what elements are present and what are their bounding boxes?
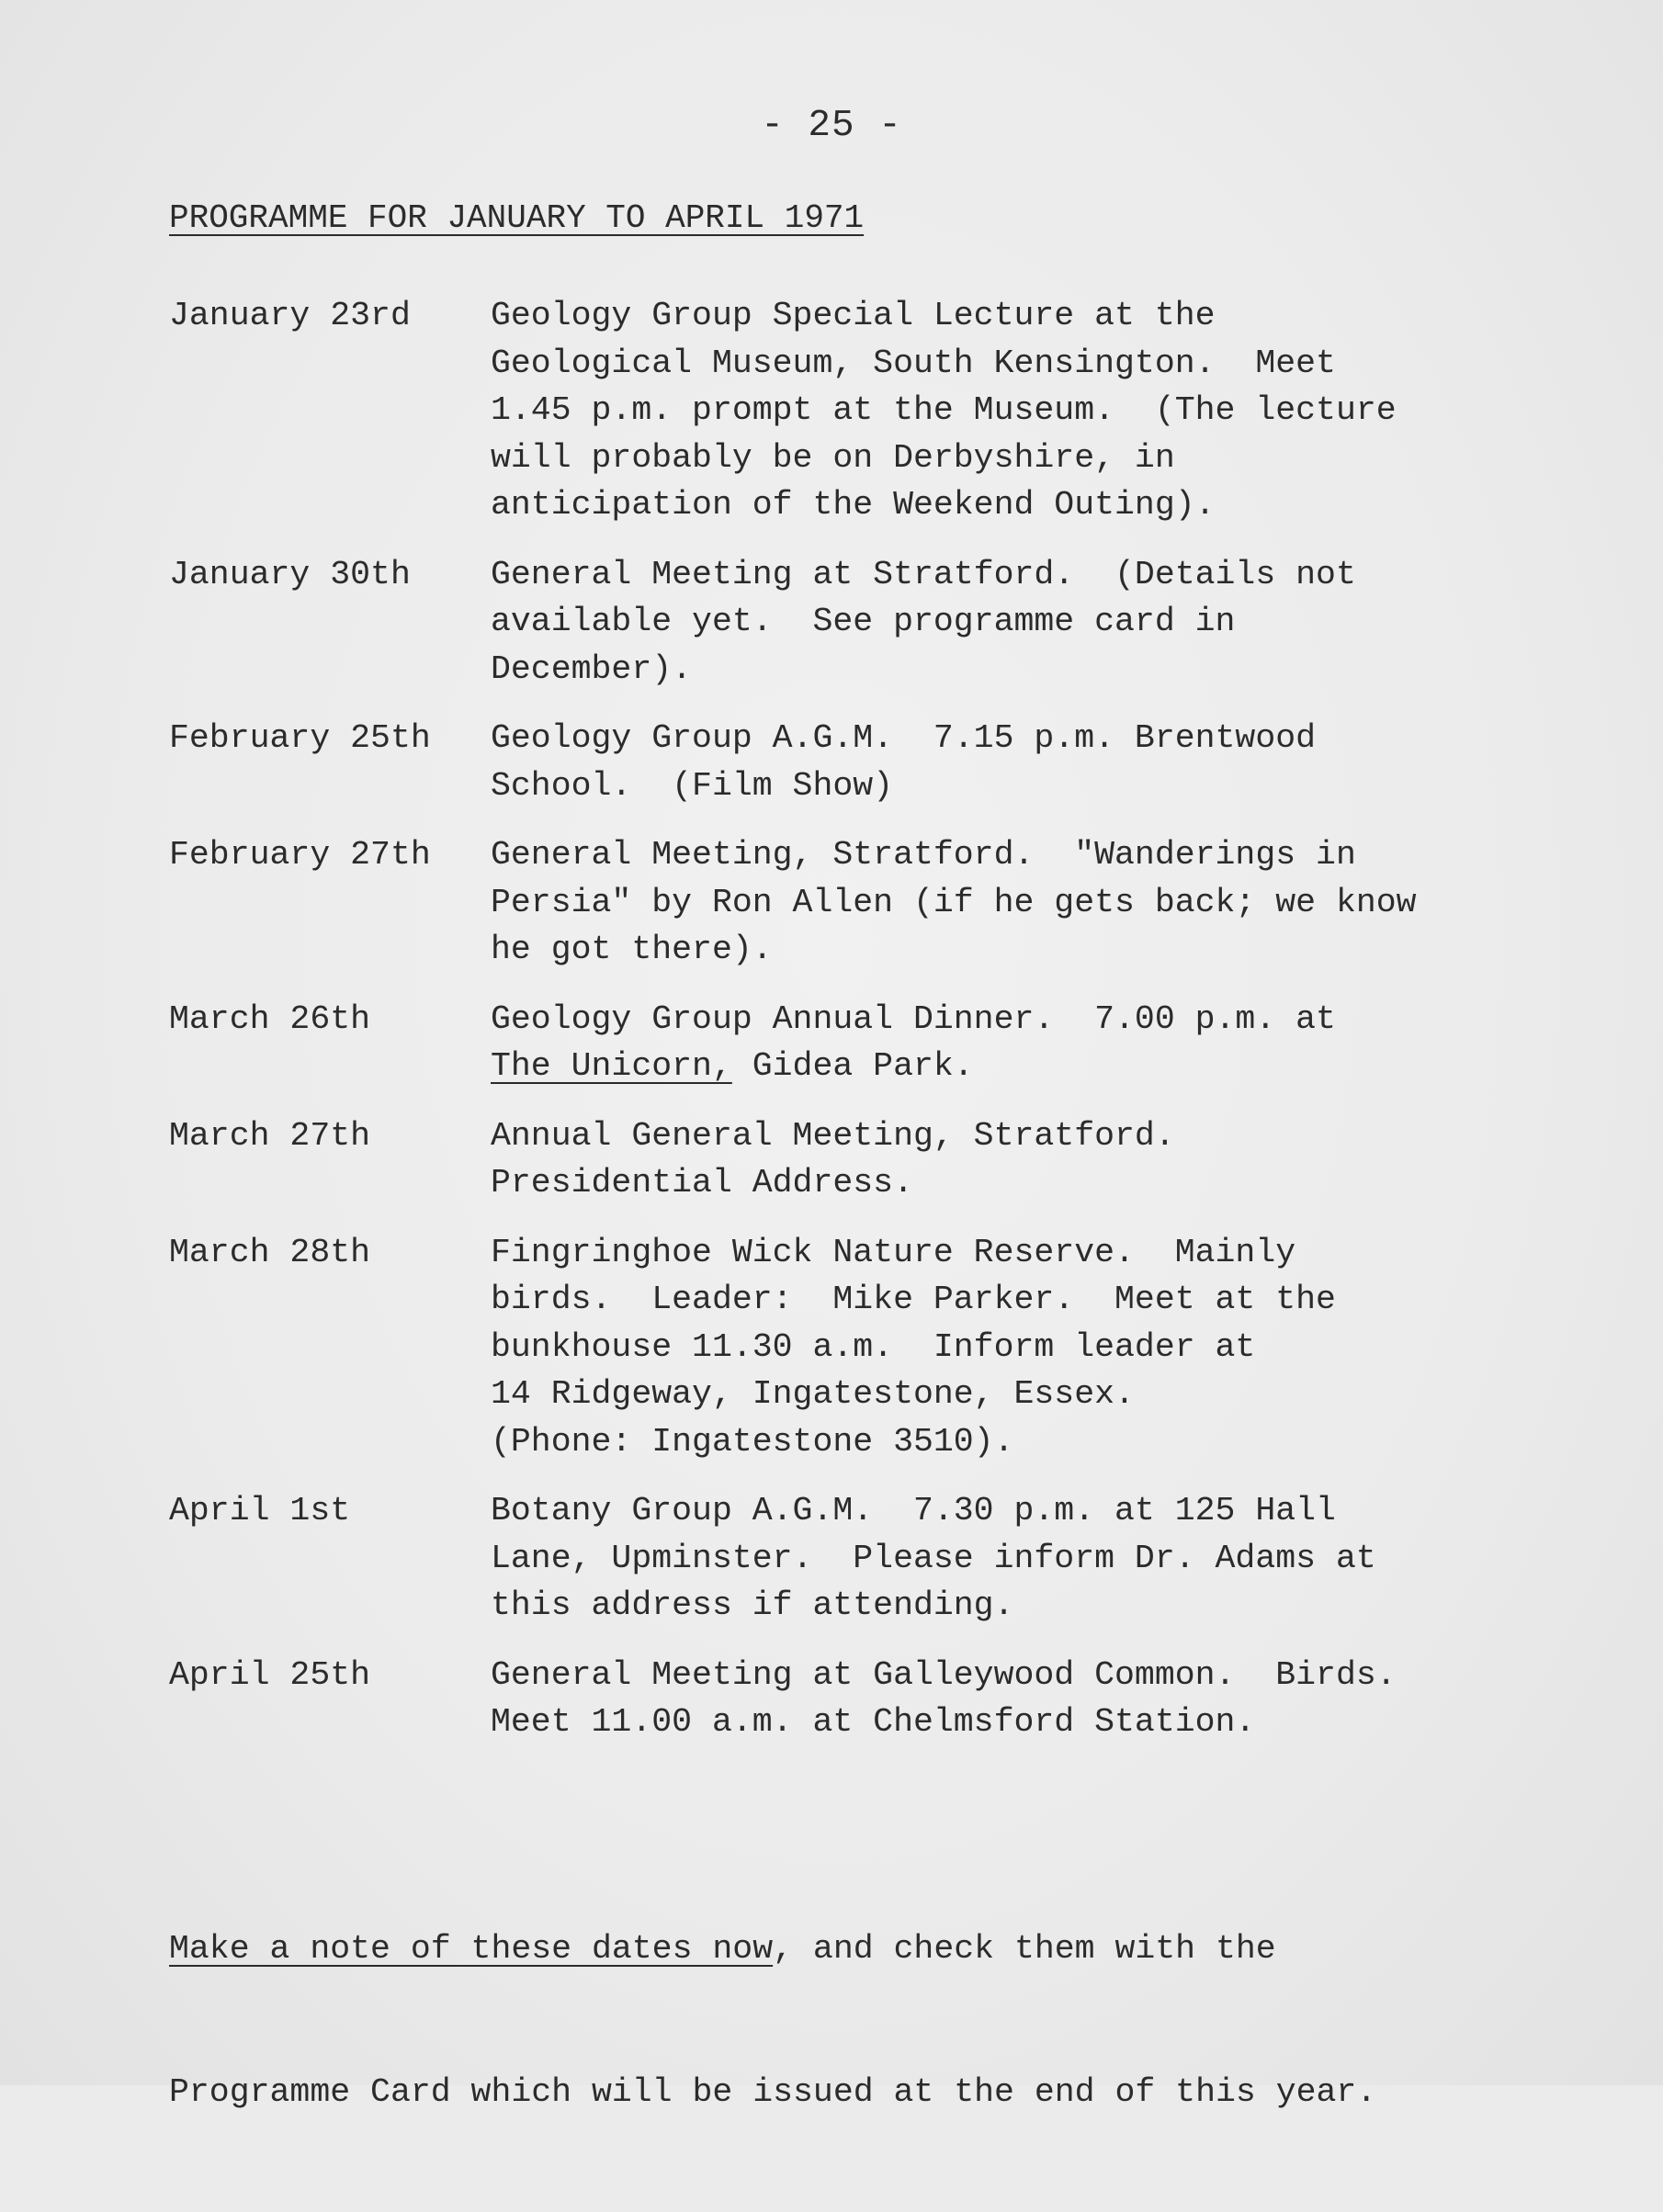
- entry-description: [491, 1487, 1584, 1630]
- entry-date: January 23rd: [169, 297, 411, 334]
- entry-line: (Phone: Ingatestone 3510).: [491, 1422, 1014, 1461]
- footer-emphasis: Make a note of these dates now: [169, 1930, 774, 1968]
- programme-entry: [169, 551, 1584, 694]
- entry-line: 1.45 p.m. prompt at the Museum. (The lecture: [491, 391, 1397, 429]
- entry-line: this address if attending.: [491, 1586, 1014, 1624]
- entry-description: [491, 1652, 1584, 1746]
- entry-line: School. (Film Show): [491, 766, 894, 805]
- entry-line: December).: [491, 649, 693, 688]
- entry-date: January 30th: [169, 555, 411, 593]
- programme-entry: [169, 996, 1584, 1090]
- entry-line: General Meeting at Galleywood Common. Birds.: [491, 1655, 1397, 1694]
- entry-description: [491, 715, 1584, 809]
- footer-line: [169, 1925, 1376, 1973]
- entry-date: April 25th: [169, 1655, 371, 1694]
- programme-entries: [169, 292, 1584, 1768]
- entry-line: birds. Leader: Mike Parker. Meet at the: [491, 1281, 1336, 1318]
- entry-line: Botany Group A.G.M. 7.30 p.m. at 125 Hall: [491, 1492, 1336, 1529]
- entry-description: [491, 292, 1584, 529]
- entry-line: Annual General Meeting, Stratford.: [491, 1116, 1175, 1155]
- entry-line: Geology Group Annual Dinner. 7.00 p.m. at: [491, 999, 1336, 1038]
- entry-line: he got there).: [491, 931, 773, 968]
- page-number: - 25 -: [761, 105, 902, 147]
- entry-line: Presidential Address.: [491, 1164, 913, 1202]
- entry-line: 14 Ridgeway, Ingatestone, Essex.: [491, 1375, 1135, 1413]
- entry-line: Fingringhoe Wick Nature Reserve. Mainly: [491, 1233, 1296, 1271]
- programme-heading: PROGRAMME FOR JANUARY TO APRIL 1971: [169, 199, 865, 237]
- entry-line: General Meeting at Stratford. (Details not: [491, 555, 1356, 593]
- venue-name: The Unicorn,: [491, 1047, 732, 1085]
- footer-line: Programme Card which will be issued at the end of this year.: [169, 2073, 1377, 2111]
- programme-entry: [169, 831, 1584, 974]
- entry-line: Persia" by Ron Allen (if he gets back; we know: [491, 883, 1417, 921]
- entry-line: will probably be on Derbyshire, in: [491, 438, 1175, 477]
- entry-line: available yet. See programme card in: [491, 603, 1236, 640]
- entry-line: Lane, Upminster. Please inform Dr. Adams at: [491, 1539, 1376, 1577]
- entry-date: March 28th: [169, 1233, 371, 1271]
- entry-description: [491, 1229, 1584, 1466]
- entry-line: bunkhouse 11.30 a.m. Inform leader at: [491, 1327, 1256, 1366]
- entry-date: February 27th: [169, 836, 431, 874]
- programme-entry: [169, 1112, 1584, 1207]
- entry-date: March 26th: [169, 999, 371, 1038]
- footer-note: [169, 1830, 1376, 2212]
- entry-description: [491, 831, 1584, 974]
- entry-line: anticipation of the Weekend Outing).: [491, 486, 1216, 524]
- venue-location: Gidea Park.: [731, 1047, 974, 1085]
- entry-description: [491, 1112, 1584, 1207]
- entry-date: March 27th: [169, 1116, 371, 1155]
- entry-description: [491, 996, 1584, 1090]
- programme-entry: [169, 1487, 1584, 1630]
- entry-date: April 1st: [169, 1492, 351, 1529]
- programme-entry: [169, 1229, 1584, 1466]
- entry-line: Geological Museum, South Kensington. Meet: [491, 344, 1336, 382]
- entry-line: [491, 1043, 1584, 1090]
- programme-entry: [169, 1652, 1584, 1746]
- entry-description: [491, 551, 1584, 694]
- entry-line: Geology Group A.G.M. 7.15 p.m. Brentwood: [491, 719, 1317, 757]
- entry-line: Meet 11.00 a.m. at Chelmsford Station.: [491, 1703, 1256, 1741]
- programme-entry: [169, 715, 1584, 809]
- entry-line: Geology Group Special Lecture at the: [491, 297, 1216, 334]
- programme-entry: [169, 292, 1584, 529]
- entry-date: February 25th: [169, 719, 431, 757]
- footer-text: , and check them with the: [773, 1930, 1276, 1968]
- entry-line: General Meeting, Stratford. "Wanderings in: [491, 836, 1356, 874]
